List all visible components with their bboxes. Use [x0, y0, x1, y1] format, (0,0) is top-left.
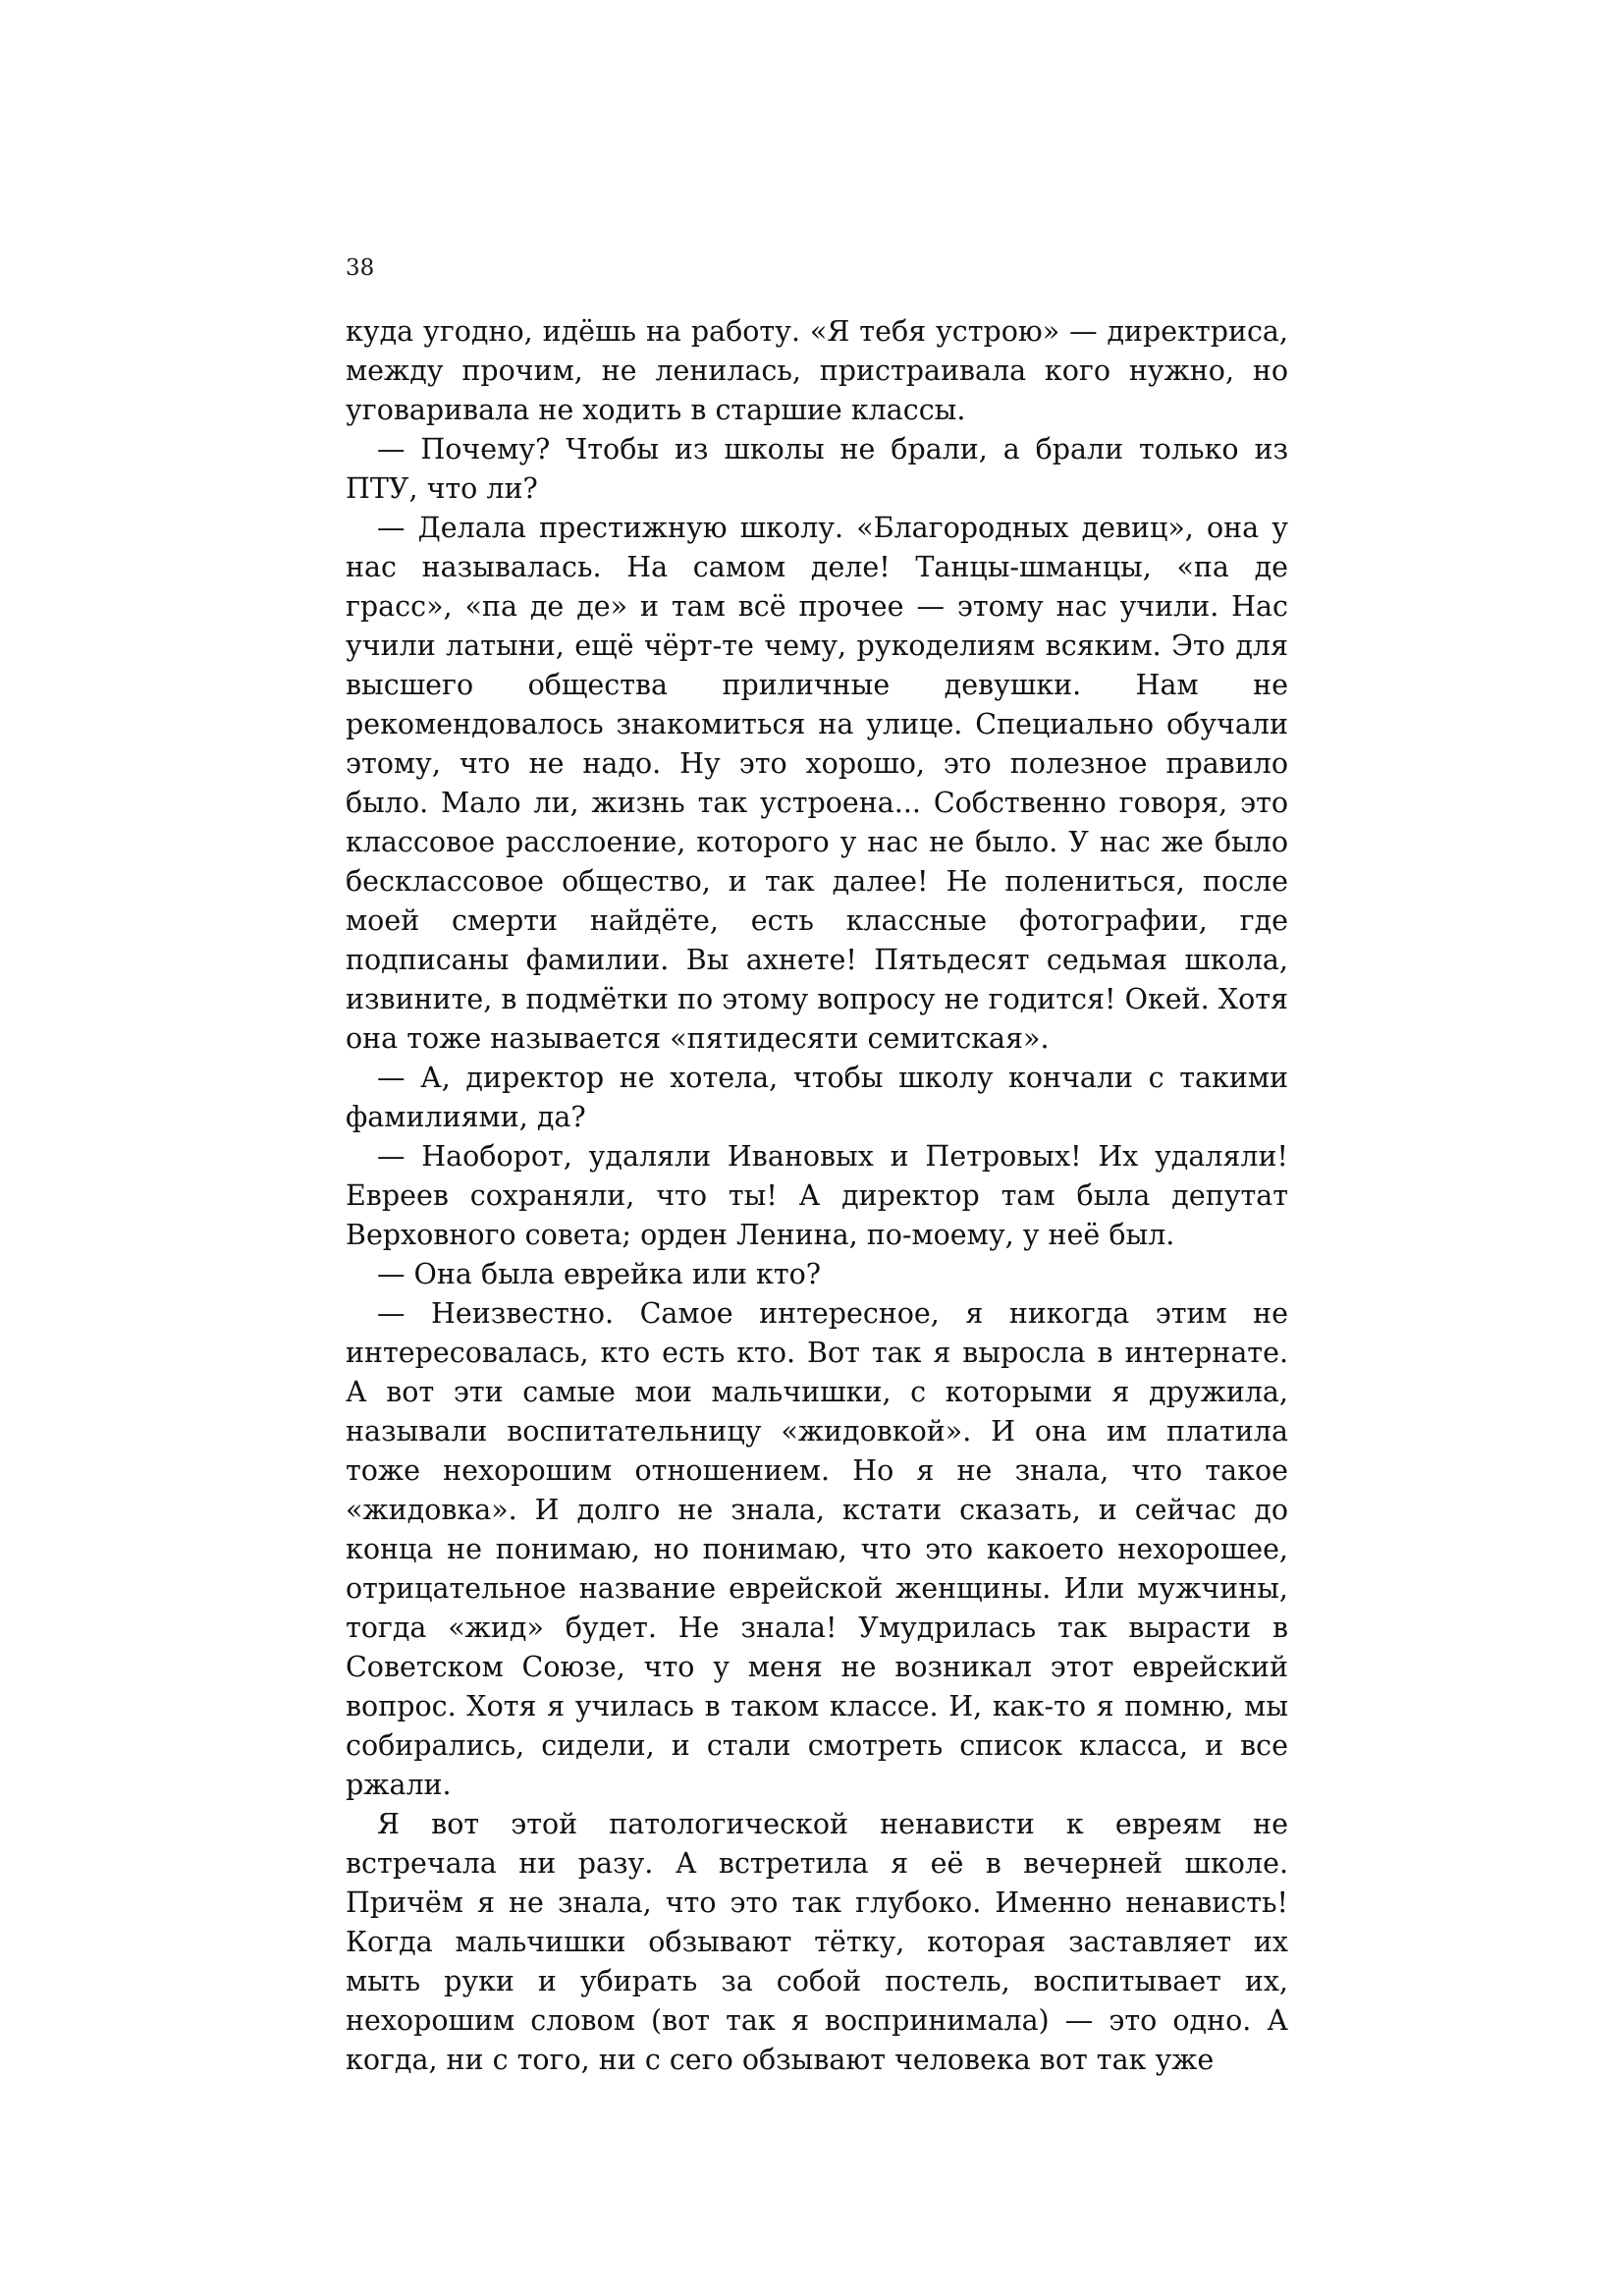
paragraph-question-3: — Она была еврейка или кто?: [377, 1258, 822, 1290]
paragraph-question-1: — Почему? Чтобы из школы не брали, а брали только из ПТУ, что ли?: [346, 433, 1288, 505]
paragraph-answer-3: — Неизвестно. Самое интересное, я никогда этим не интересовалась, кто есть кто. Вот так я выросла в интернате. А вот эти самые мои мальчишки, с которыми я дружила, называли воспитательницу «жидовкой». И она им платила тоже нехорошим отношением. Но я не знала, что такое «жидовка». И долго не знала, кстати сказать, и сейчас до конца не понимаю, но понимаю, что это какоето нехорошее, отрицательное название еврейской женщины. Или мужчины, тогда «жид» будет. Не знала! Умудрилась так вырасти в Советском Союзе, что у меня не возникал этот еврейский вопрос. Хотя я училась в таком классе. И, как-то я помню, мы собирались, сидели, и стали смотреть список класса, и все ржали.: [346, 1297, 1288, 1801]
paragraph-question-2: — А, директор не хотела, чтобы школу кончали с такими фамилиями, да?: [346, 1062, 1288, 1133]
paragraph-narrative: Я вот этой патологической ненависти к евреям не встречала ни разу. А встретила я её в вечерней школе. Причём я не знала, что это так глубоко. Именно ненависть! Когда мальчишки обзывают тётку, которая заставляет их мыть руки и убирать за собой постель, воспитывает их, нехорошим словом (вот так я воспринимала) — это одно. А когда, ни с того, ни с сего обзывают человека вот так уже: [346, 1808, 1288, 2076]
paragraph-continuation: куда угодно, идёшь на работу. «Я тебя устрою» — директриса, между прочим, не ленилась, пристраивала кого нужно, но уговаривала не ходить в старшие классы.: [346, 315, 1288, 426]
paragraph-answer-1: — Делала престижную школу. «Благородных девиц», она у нас называлась. На самом деле! Танцы-шманцы, «па де грасс», «па де де» и там всё прочее — этому нас учили. Нас учили латыни, ещё чёрт-те чему, рукоделиям всяким. Это для высшего общества приличные девушки. Нам не рекомендовалось знакомиться на улице. Специально обучали этому, что не надо. Ну это хорошо, это полезное правило было. Мало ли, жизнь так устроена... Собственно говоря, это классовое расслоение, которого у нас не было. У нас же было бесклассовое общество, и так далее! Не полениться, после моей смерти найдёте, есть классные фотографии, где подписаны фамилии. Вы ахнете! Пятьдесят седьмая школа, извините, в подмётки по этому вопросу не годится! Окей. Хотя она тоже называется «пятидесяти семитская».: [346, 512, 1288, 1055]
page-number: 38: [346, 255, 375, 281]
paragraph-answer-2: — Наоборот, удаляли Ивановых и Петровых! Их удаляли! Евреев сохраняли, что ты! А директор там была депутат Верховного совета; орден Ленина, по-моему, у неё был.: [346, 1140, 1288, 1251]
body-text: [346, 312, 1288, 2080]
